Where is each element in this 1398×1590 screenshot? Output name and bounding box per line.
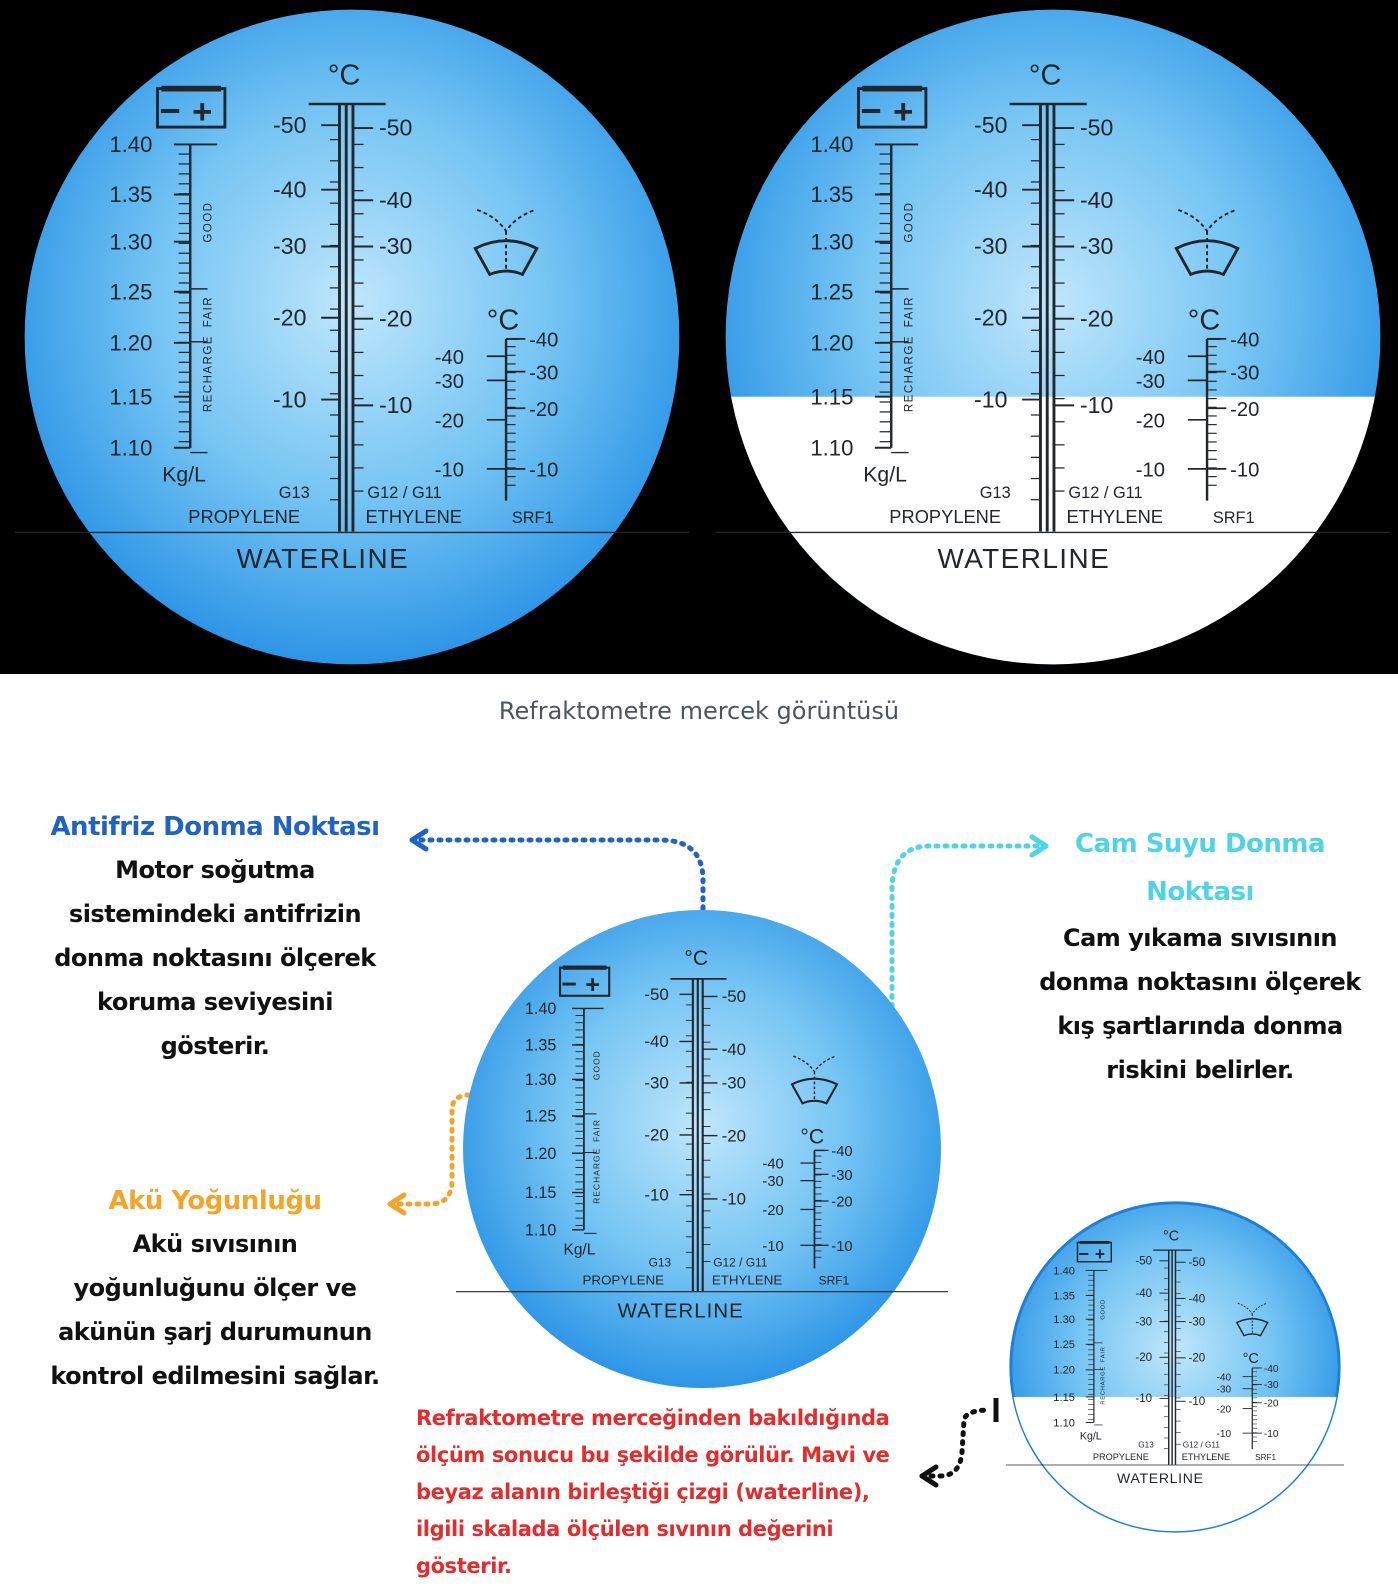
ethylene-tick-label: -50 — [1188, 1257, 1206, 1270]
washer-title-line: Cam Suyu Donma — [1074, 829, 1326, 859]
zone-label: RECHARGE — [591, 1147, 602, 1204]
washer-callout — [1030, 820, 1370, 1092]
washer-line: kış şartlarında donma — [1057, 1012, 1343, 1040]
srf-left-tick-label: -10 — [1135, 459, 1166, 482]
antifreeze-line: donma noktasını ölçerek — [54, 944, 376, 972]
plus-sign: + — [893, 93, 914, 132]
washer-line: donma noktasını ölçerek — [1039, 968, 1361, 996]
ethylene-tick-label: -30 — [1188, 1316, 1206, 1329]
srf-label: SRF1 — [1255, 1453, 1277, 1463]
kg-tick-label: 1.40 — [524, 1000, 557, 1019]
propylene-tick-label: -30 — [273, 233, 307, 260]
washer-description — [1030, 916, 1370, 1092]
srf-right-tick-label: -20 — [1263, 1398, 1279, 1410]
note-line: ölçüm sonucu bu şekilde görülür. Mavi ve — [416, 1443, 890, 1467]
propylene-tick-label: -50 — [1135, 1255, 1153, 1268]
propylene-tick-label: -30 — [644, 1073, 669, 1093]
waterline-label: WATERLINE — [937, 543, 1111, 575]
antifreeze-line: Motor soğutma — [115, 856, 315, 884]
kg-tick-label: 1.20 — [524, 1144, 557, 1163]
antifreeze-title: Antifriz Donma Noktası — [50, 812, 380, 842]
kg-tick-label: 1.20 — [1053, 1364, 1075, 1377]
minus-sign: − — [561, 968, 578, 999]
kg-tick-label: 1.15 — [109, 384, 153, 410]
propylene-tick-label: -20 — [644, 1125, 669, 1145]
minus-sign: − — [159, 90, 181, 132]
lens-photo-panel — [0, 0, 1398, 674]
celsius-label-srf: °C — [1187, 304, 1221, 337]
ethylene-tick-label: -30 — [1079, 233, 1114, 260]
propylene-tick-label: -20 — [974, 304, 1008, 331]
ethylene-tick-label: -10 — [721, 1189, 747, 1209]
waterline-label: WATERLINE — [1117, 1469, 1204, 1486]
kg-tick-label: 1.10 — [810, 435, 854, 461]
plus-sign: + — [585, 970, 601, 999]
antifreeze-line: koruma seviyesini — [97, 988, 333, 1016]
kg-tick-label: 1.25 — [109, 279, 153, 305]
kg-tick-label: 1.35 — [109, 182, 153, 208]
srf-left-tick-label: -40 — [762, 1156, 784, 1173]
battery-line: akünün şarj durumunun — [58, 1318, 372, 1346]
zone-label: RECHARGE — [1100, 1366, 1107, 1405]
kg-tick-label: 1.10 — [109, 435, 153, 461]
propylene-tick-label: -40 — [644, 1032, 669, 1052]
ethylene-tick-label: -50 — [721, 987, 747, 1007]
kg-tick-label: 1.35 — [524, 1036, 557, 1055]
zone-label: FAIR — [903, 295, 916, 328]
kg-unit: Kg/L — [162, 463, 206, 487]
zone-label: FAIR — [591, 1119, 602, 1142]
propylene-tick-label: -50 — [644, 984, 669, 1004]
lens-diagram-small — [1006, 1198, 1344, 1536]
ethylene-tick-label: -20 — [1188, 1352, 1206, 1365]
zone-label: RECHARGE — [202, 335, 215, 413]
kg-tick-label: 1.40 — [1053, 1265, 1075, 1278]
g12-label: G12 / G11 — [1182, 1440, 1220, 1450]
washer-line: Cam yıkama sıvısının — [1062, 924, 1338, 952]
srf-right-tick-label: -20 — [831, 1194, 853, 1211]
minus-sign: − — [1078, 1242, 1090, 1264]
celsius-label-srf: °C — [1242, 1351, 1259, 1368]
srf-right-tick-label: -30 — [831, 1167, 853, 1184]
ethylene-tick-label: -40 — [721, 1039, 747, 1059]
lens-view-blue — [7, 0, 697, 674]
photo-caption: Refraktometre mercek görüntüsü — [498, 697, 900, 725]
celsius-label-srf: °C — [800, 1125, 825, 1149]
zone-label: FAIR — [202, 295, 215, 328]
lens-diagram-center — [456, 903, 948, 1395]
kg-tick-label: 1.20 — [109, 330, 153, 356]
zone-label: GOOD — [1100, 1299, 1107, 1320]
ethylene-tick-label: -40 — [378, 186, 413, 213]
propylene-tick-label: -30 — [974, 233, 1008, 260]
ethylene-tick-label: -10 — [378, 392, 413, 419]
washer-title-line: Noktası — [1146, 877, 1254, 907]
waterline-arrow — [922, 1410, 990, 1476]
waterline-label: WATERLINE — [617, 1300, 744, 1323]
ethylene-label: ETHYLENE — [711, 1272, 783, 1288]
plus-sign: + — [192, 93, 213, 132]
kg-tick-label: 1.15 — [1053, 1391, 1075, 1404]
washer-title — [1030, 820, 1370, 916]
propylene-tick-label: -50 — [974, 111, 1008, 138]
srf-left-tick-label: -10 — [1216, 1429, 1232, 1441]
g12-label: G12 / G11 — [367, 483, 442, 502]
ethylene-tick-label: -30 — [378, 233, 413, 260]
kg-tick-label: 1.15 — [524, 1184, 557, 1203]
propylene-tick-label: -40 — [974, 176, 1008, 203]
propylene-label: PROPYLENE — [188, 505, 301, 527]
g13-label: G13 — [1138, 1440, 1154, 1450]
ethylene-tick-label: -30 — [721, 1073, 747, 1093]
srf-left-tick-label: -10 — [434, 459, 465, 482]
srf-left-tick-label: -40 — [434, 346, 465, 369]
srf-right-tick-label: -40 — [529, 329, 559, 352]
antifreeze-callout — [30, 812, 400, 1068]
kg-tick-label: 1.40 — [109, 132, 153, 158]
srf-left-tick-label: -30 — [434, 371, 465, 394]
srf-left-tick-label: -30 — [1135, 371, 1166, 394]
battery-line: Akü sıvısının — [132, 1230, 298, 1258]
srf-right-tick-label: -30 — [1230, 362, 1260, 385]
kg-tick-label: 1.30 — [109, 229, 153, 255]
kg-tick-label: 1.25 — [810, 279, 854, 305]
srf-label: SRF1 — [511, 508, 554, 527]
kg-tick-label: 1.35 — [810, 182, 854, 208]
srf-left-tick-label: -30 — [762, 1174, 784, 1191]
srf-right-tick-label: -10 — [529, 459, 559, 482]
ethylene-tick-label: -40 — [1079, 186, 1114, 213]
g13-label: G13 — [278, 483, 310, 502]
g13-label: G13 — [979, 483, 1011, 502]
ethylene-tick-label: -20 — [721, 1126, 747, 1146]
kg-tick-label: 1.10 — [1053, 1417, 1075, 1430]
kg-tick-label: 1.30 — [1053, 1314, 1075, 1327]
kg-tick-label: 1.40 — [810, 132, 854, 158]
srf-left-tick-label: -40 — [1216, 1372, 1232, 1384]
zone-label: GOOD — [903, 201, 916, 243]
zone-label: GOOD — [591, 1050, 602, 1081]
washer-line: riskini belirler. — [1106, 1056, 1294, 1084]
ethylene-tick-label: -20 — [1079, 305, 1114, 332]
srf-right-tick-label: -20 — [529, 398, 559, 421]
lens-view-waterline — [708, 0, 1398, 674]
srf-label: SRF1 — [1212, 508, 1255, 527]
srf-right-tick-label: -40 — [1263, 1363, 1279, 1375]
kg-unit: Kg/L — [1079, 1430, 1102, 1443]
zone-label: FAIR — [1100, 1346, 1107, 1363]
propylene-tick-label: -40 — [273, 176, 307, 203]
srf-right-tick-label: -40 — [1230, 329, 1260, 352]
propylene-tick-label: -10 — [974, 386, 1008, 413]
srf-left-tick-label: -30 — [1216, 1384, 1232, 1396]
propylene-tick-label: -10 — [273, 386, 307, 413]
ethylene-tick-label: -50 — [1079, 114, 1114, 141]
zone-label: RECHARGE — [903, 335, 916, 413]
srf-left-tick-label: -20 — [762, 1203, 784, 1220]
ethylene-tick-label: -40 — [1188, 1293, 1206, 1306]
kg-tick-label: 1.25 — [1053, 1339, 1075, 1352]
battery-line: kontrol edilmesini sağlar. — [50, 1362, 380, 1390]
srf-left-tick-label: -40 — [1135, 346, 1166, 369]
kg-tick-label: 1.30 — [810, 229, 854, 255]
g13-label: G13 — [648, 1255, 672, 1270]
waterline-label: WATERLINE — [236, 543, 410, 575]
srf-right-tick-label: -30 — [1263, 1380, 1279, 1392]
kg-tick-label: 1.35 — [1053, 1290, 1075, 1303]
srf-right-tick-label: -30 — [529, 362, 559, 385]
propylene-tick-label: -10 — [1135, 1393, 1153, 1406]
battery-callout — [30, 1186, 400, 1398]
ethylene-label: ETHYLENE — [1066, 505, 1163, 527]
waterline-note — [416, 1400, 896, 1585]
plus-sign: + — [1094, 1243, 1106, 1264]
ethylene-tick-label: -10 — [1188, 1396, 1206, 1409]
kg-unit: Kg/L — [563, 1241, 596, 1259]
srf-left-tick-label: -20 — [1135, 410, 1166, 433]
srf-right-tick-label: -20 — [1230, 398, 1260, 421]
g12-label: G12 / G11 — [713, 1255, 768, 1270]
srf-right-tick-label: -10 — [1263, 1429, 1279, 1441]
kg-tick-label: 1.25 — [524, 1107, 557, 1126]
propylene-label: PROPYLENE — [889, 505, 1002, 527]
kg-tick-label: 1.20 — [810, 330, 854, 356]
ethylene-label: ETHYLENE — [1181, 1452, 1231, 1463]
propylene-tick-label: -20 — [273, 304, 307, 331]
antifreeze-line: sistemindeki antifrizin — [68, 900, 362, 928]
ethylene-label: ETHYLENE — [365, 505, 462, 527]
kg-tick-label: 1.30 — [524, 1071, 557, 1090]
propylene-tick-label: -50 — [273, 111, 307, 138]
battery-line: yoğunluğunu ölçer ve — [73, 1274, 357, 1302]
ethylene-tick-label: -20 — [378, 305, 413, 332]
propylene-label: PROPYLENE — [582, 1272, 665, 1288]
propylene-tick-label: -10 — [644, 1185, 669, 1205]
note-line: beyaz alanın birleştiği çizgi (waterline), — [416, 1480, 870, 1504]
celsius-label-main: °C — [1162, 1228, 1180, 1245]
srf-left-tick-label: -20 — [1216, 1404, 1232, 1416]
srf-left-tick-label: -20 — [434, 410, 465, 433]
celsius-label-main: °C — [327, 59, 361, 92]
propylene-tick-label: -40 — [1135, 1287, 1153, 1300]
propylene-tick-label: -30 — [1135, 1316, 1153, 1329]
note-line: ilgili skalada ölçülen sıvının değerini — [416, 1517, 834, 1541]
kg-tick-label: 1.10 — [524, 1221, 557, 1240]
celsius-label-main: °C — [1028, 59, 1062, 92]
srf-right-tick-label: -10 — [831, 1238, 853, 1255]
propylene-tick-label: -20 — [1135, 1352, 1153, 1365]
kg-unit: Kg/L — [863, 463, 907, 487]
ethylene-tick-label: -50 — [378, 114, 413, 141]
antifreeze-line: gösterir. — [160, 1032, 270, 1060]
srf-right-tick-label: -10 — [1230, 459, 1260, 482]
kg-tick-label: 1.15 — [810, 384, 854, 410]
antifreeze-description — [30, 848, 400, 1068]
srf-right-tick-label: -40 — [831, 1144, 853, 1161]
g12-label: G12 / G11 — [1068, 483, 1143, 502]
srf-label: SRF1 — [818, 1273, 850, 1288]
srf-left-tick-label: -10 — [762, 1238, 784, 1255]
ethylene-tick-label: -10 — [1079, 392, 1114, 419]
battery-description — [30, 1222, 400, 1398]
minus-sign: − — [860, 90, 882, 132]
celsius-label-main: °C — [684, 946, 709, 970]
celsius-label-srf: °C — [486, 304, 520, 337]
note-line: gösterir. — [416, 1554, 512, 1578]
propylene-label: PROPYLENE — [1092, 1452, 1149, 1463]
zone-label: GOOD — [202, 201, 215, 243]
note-line: Refraktometre merceğinden bakıldığında — [416, 1406, 890, 1430]
battery-title: Akü Yoğunluğu — [108, 1186, 322, 1216]
